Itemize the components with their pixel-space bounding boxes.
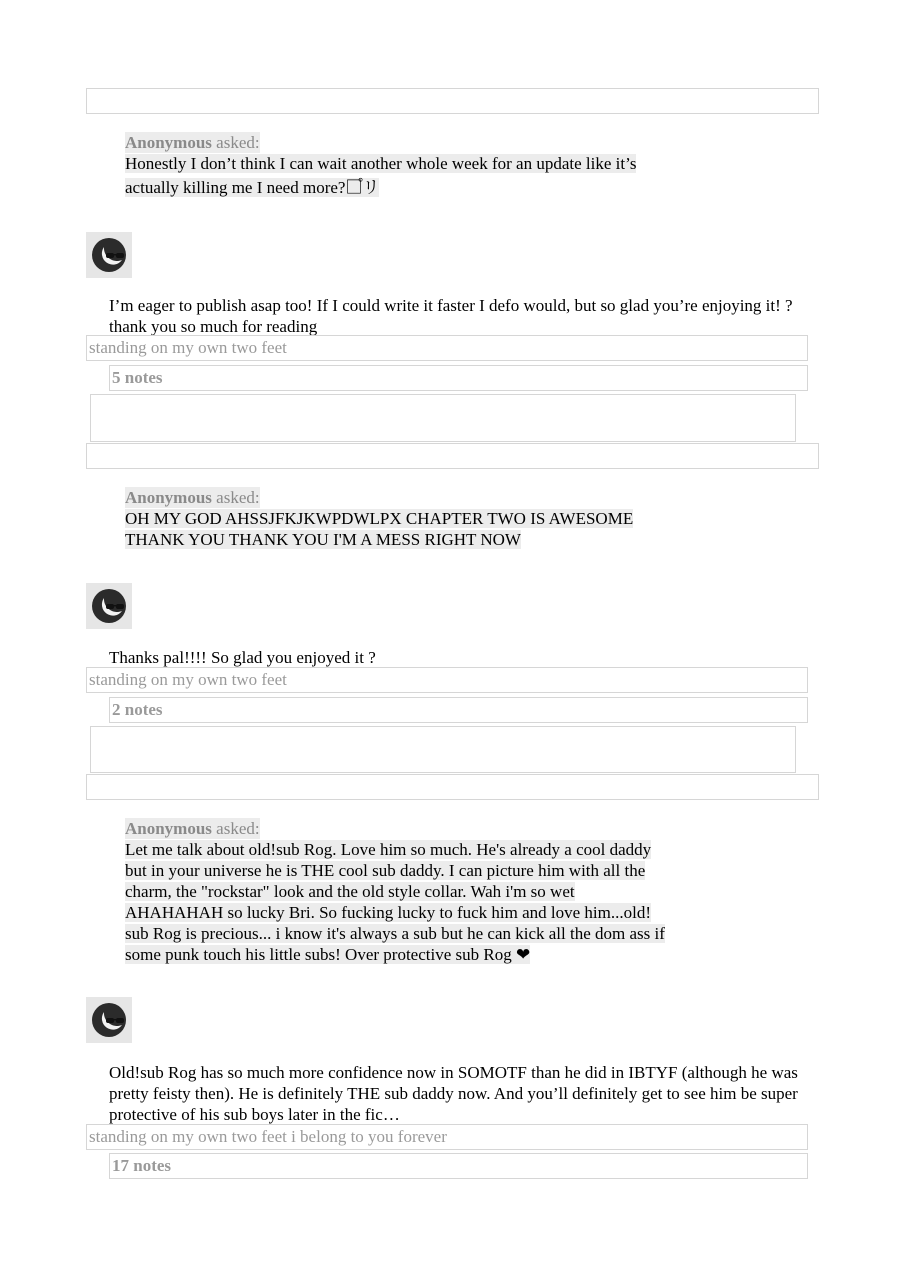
ask-block [125,818,665,965]
ask-header [125,487,260,508]
answer-text: Old!sub Rog has so much more confidence now in SOMOTF than he did in IBTYF (although he was pretty feisty then). He is definitely THE sub daddy now. And you’ll definitely get to see him be super protective of his sub boys later in the fic… [109,1063,798,1124]
question-line: sub Rog is precious... i know it's always a sub but he can kick all the dom ass if [125,924,665,943]
question-line: AHAHAHAH so lucky Bri. So fucking lucky to fuck him and love him...old! [125,903,651,922]
asker-name[interactable]: Anonymous [125,819,212,838]
answer-text: I’m eager to publish asap too! If I could write it faster I defo would, but so glad you’re enjoying it! ? thank you so much for reading [109,296,793,336]
notes-count[interactable]: 17 notes [109,1153,808,1179]
asker-name[interactable]: Anonymous [125,133,212,152]
question-line: Honestly I don’t think I can wait another whole week for an update like it’s [125,154,637,173]
post-header-box [86,774,819,800]
question-line: OH MY GOD AHSSJFKJKWPDWLPX CHAPTER TWO IS AWESOME [125,509,634,528]
sunglasses-face-icon [90,1001,128,1039]
question-line: but in your universe he is THE cool sub daddy. I can picture him with all the [125,861,646,880]
post-header-box [86,88,819,114]
post-footer-box [90,394,796,442]
notes-count[interactable]: 5 notes [109,365,808,391]
question-line: some punk touch his little subs! Over protective sub Rog ❤ [125,945,531,964]
sunglasses-face-icon [90,587,128,625]
ask-header [125,132,260,153]
ask-block [125,487,633,550]
asked-label: asked: [216,488,260,507]
tags-bar[interactable]: standing on my own two feet [86,667,808,693]
post-header-box [86,443,819,469]
asked-label: asked: [216,819,260,838]
ask-block [125,132,636,198]
post-footer-box [90,726,796,773]
asked-label: asked: [216,133,260,152]
answer-text: Thanks pal!!!! So glad you enjoyed it ? [109,648,376,667]
avatar[interactable] [86,583,132,629]
question-line: actually killing me I need more?□゚リ [125,178,380,197]
avatar[interactable] [86,232,132,278]
ask-header [125,818,260,839]
question-line: Let me talk about old!sub Rog. Love him so much. He's already a cool daddy [125,840,652,859]
avatar[interactable] [86,997,132,1043]
notes-count[interactable]: 2 notes [109,697,808,723]
tags-bar[interactable]: standing on my own two feet [86,335,808,361]
sunglasses-face-icon [90,236,128,274]
question-line: THANK YOU THANK YOU I'M A MESS RIGHT NOW [125,530,521,549]
asker-name[interactable]: Anonymous [125,488,212,507]
tags-bar[interactable]: standing on my own two feet i belong to you forever [86,1124,808,1150]
question-line: charm, the "rockstar" look and the old style collar. Wah i'm so wet [125,882,575,901]
